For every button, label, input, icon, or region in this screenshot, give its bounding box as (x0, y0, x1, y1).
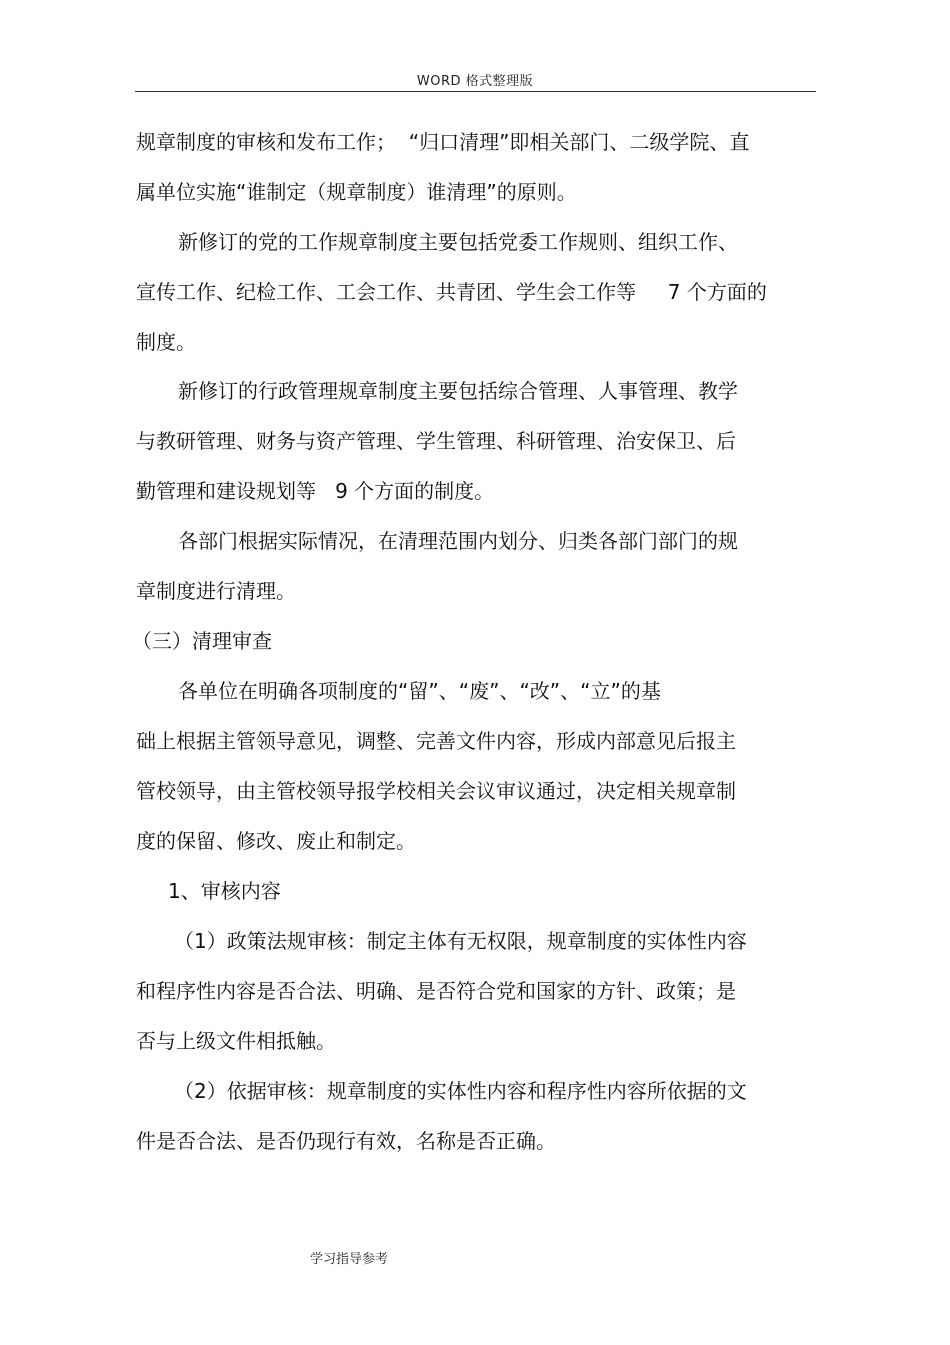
body-line: 各部门根据实际情况，在清理范围内划分、归类各部门部门的规 (178, 529, 738, 553)
header-divider (135, 91, 816, 92)
body-line: 否与上级文件相抵触。 (136, 1029, 336, 1053)
body-line: 制度。 (136, 330, 196, 354)
body-line: 新修订的党的工作规章制度主要包括党委工作规则、组织工作、 (178, 230, 738, 254)
body-line: 础上根据主管领导意见，调整、完善文件内容，形成内部意见后报主 (136, 729, 736, 753)
body-line: 属单位实施“谁制定（规章制度）谁清理”的原则。 (136, 180, 577, 204)
body-line: （1）政策法规审核：制定主体有无权限，规章制度的实体性内容 (174, 929, 747, 953)
body-line: 章制度进行清理。 (136, 579, 296, 603)
body-line: 宣传工作、纪检工作、工会工作、共青团、学生会工作等 7 个方面的 (136, 280, 767, 304)
body-line: 与教研管理、财务与资产管理、学生管理、科研管理、治安保卫、后 (136, 429, 736, 453)
body-line: 度的保留、修改、废止和制定。 (136, 829, 416, 853)
subsection-heading: 1、审核内容 (168, 879, 281, 903)
page-footer: 学习指导参考 (310, 1252, 389, 1267)
body-line: 件是否合法、是否仍现行有效，名称是否正确。 (136, 1129, 556, 1153)
section-heading: （三）清理审查 (132, 629, 272, 653)
body-line: 勤管理和建设规划等 9 个方面的制度。 (136, 479, 495, 503)
body-line: 和程序性内容是否合法、明确、是否符合党和国家的方针、政策；是 (136, 979, 736, 1003)
body-line: 新修订的行政管理规章制度主要包括综合管理、人事管理、教学 (178, 379, 738, 403)
page-header: WORD 格式整理版 (416, 74, 534, 89)
body-line: 各单位在明确各项制度的“留”、“废”、“改”、“立”的基 (178, 679, 661, 703)
body-line: 管校领导，由主管校领导报学校相关会议审议通过，决定相关规章制 (136, 779, 736, 803)
body-line: （2）依据审核：规章制度的实体性内容和程序性内容所依据的文 (174, 1079, 747, 1103)
body-line: 规章制度的审核和发布工作； “归口清理”即相关部门、二级学院、直 (136, 130, 750, 154)
